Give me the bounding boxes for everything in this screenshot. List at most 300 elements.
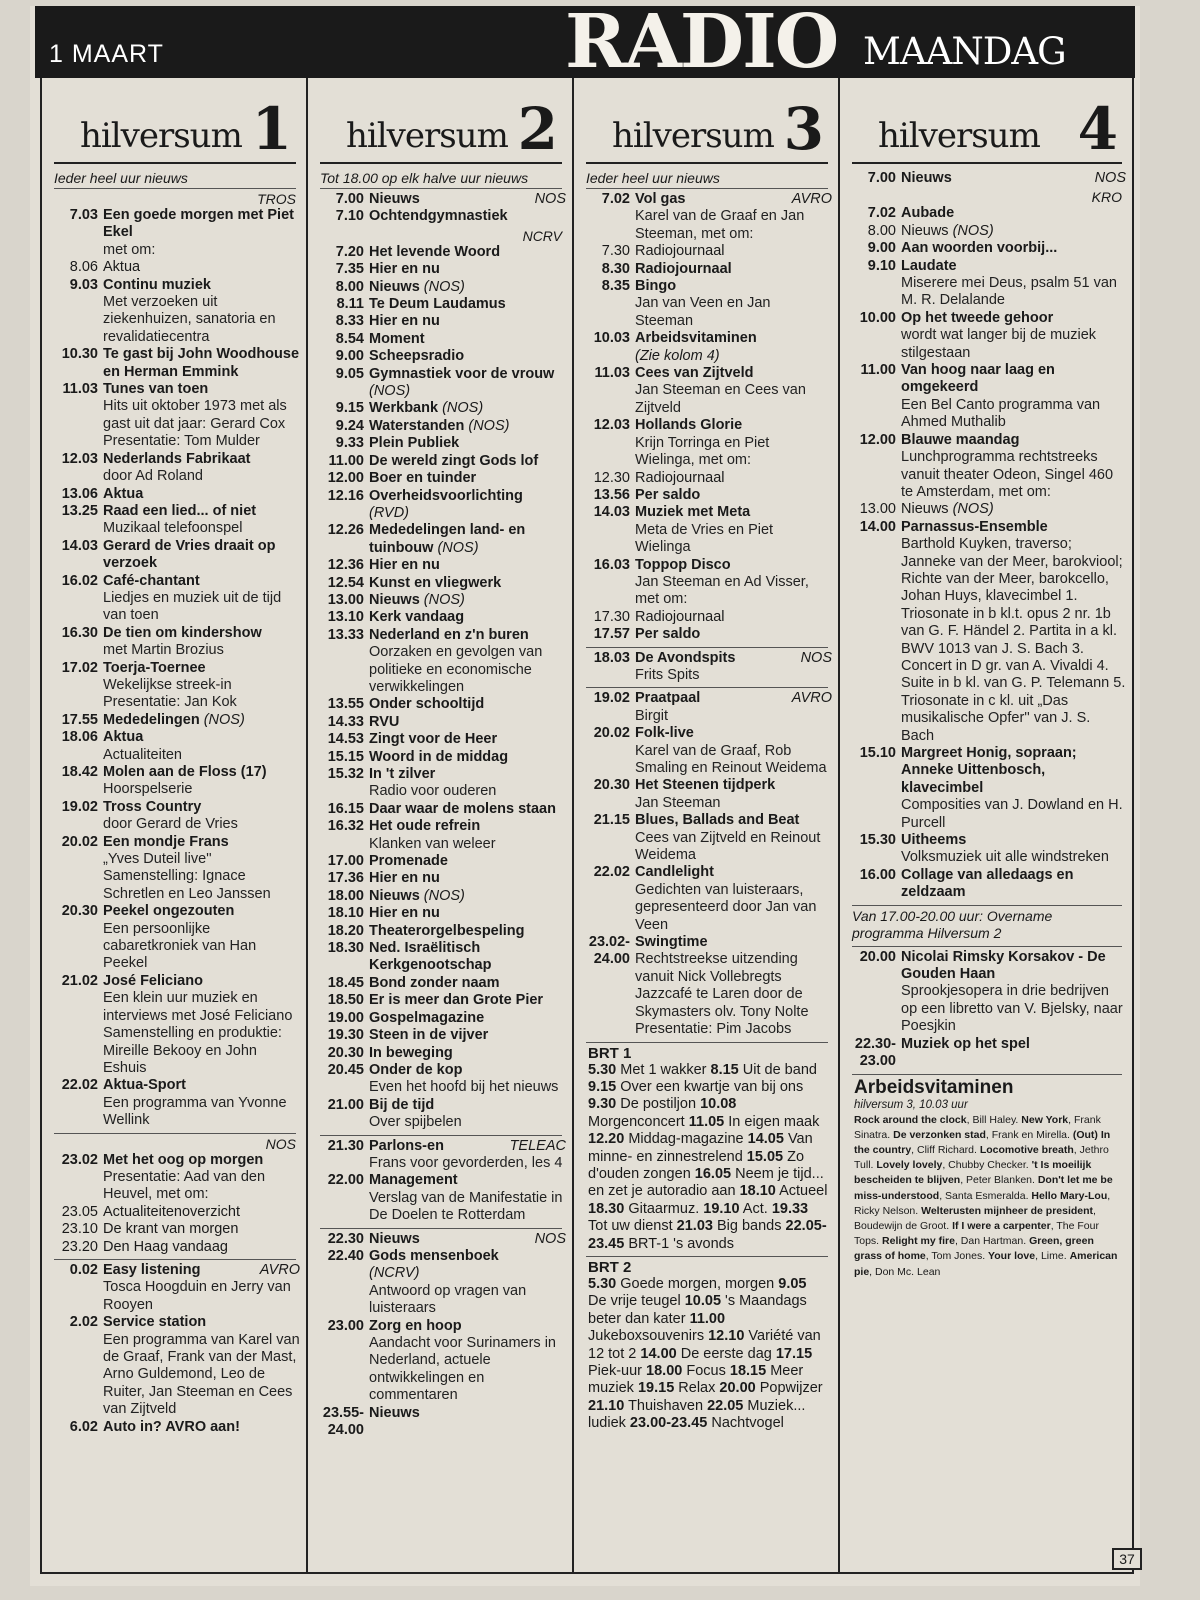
program-time: 18.06 — [61, 729, 98, 746]
program-body — [635, 278, 832, 330]
program-title: José Feliciano — [103, 972, 203, 989]
program-title: Toerja-Toernee — [103, 659, 206, 676]
program-body — [103, 834, 300, 904]
program-row — [316, 592, 566, 609]
program-title: In 't zilver — [369, 766, 436, 782]
program-time: 0.02 — [69, 1261, 98, 1278]
program-body — [635, 261, 832, 278]
program-time: 12.26 — [327, 522, 364, 539]
program-body — [635, 504, 832, 556]
program-time: 13.00 — [859, 501, 896, 518]
program-title: Bij de tijd — [369, 1096, 435, 1113]
program-time: 11.03 — [62, 381, 98, 398]
program-row — [316, 1405, 566, 1440]
broadcaster-label: NOS — [534, 191, 566, 207]
news-note: Tot 18.00 op elk halve uur nieuws — [320, 170, 562, 189]
program-title: Zingt voor de Heer — [369, 731, 498, 748]
program-description: Een klein uur muziek en interviews met José Feliciano Samenstelling en produktie: Mireille Bekooy en John Eshuis — [103, 990, 293, 1076]
program-row — [582, 487, 832, 504]
program-time: 8.54 — [335, 330, 364, 347]
program-title: Overheidsvoorlichting — [369, 487, 523, 504]
divider — [54, 1259, 296, 1260]
song-artist: , The Four Tops. — [854, 1219, 1099, 1248]
program-body — [901, 170, 1126, 187]
program-row — [316, 853, 566, 870]
program-row — [50, 1239, 300, 1256]
program-row — [50, 486, 300, 503]
program-time: 12.16 — [327, 487, 364, 504]
brt-program: Popwijzer — [755, 1380, 823, 1397]
program-title: Te gast bij John Woodhouse en Herman Emmink — [103, 346, 300, 380]
program-time: 13.25 — [61, 502, 98, 519]
program-time: 6.02 — [69, 1418, 98, 1435]
program-title: Gerard de Vries draait op verzoek — [103, 537, 276, 572]
program-body — [369, 1172, 566, 1224]
program-title: Zorg en hoop — [369, 1317, 462, 1334]
program-body — [369, 1062, 566, 1097]
program-time: 23.10 — [61, 1221, 98, 1238]
program-time: 8.00 — [867, 222, 896, 239]
program-time: 13.10 — [327, 609, 364, 626]
program-title: Onder schooltijd — [369, 696, 485, 713]
brt-time: 16.05 — [694, 1165, 732, 1182]
schedule-note: Van 17.00-20.00 uur: Overname programma Hilversum 2 — [852, 907, 1053, 941]
program-body — [369, 1027, 566, 1044]
program-row — [848, 223, 1126, 240]
program-row — [50, 1077, 300, 1129]
broadcaster-label: AVRO — [791, 191, 832, 207]
program-description: Hoorspelserie — [103, 781, 193, 798]
program-body — [103, 764, 300, 799]
program-title: Bond zonder naam — [369, 974, 500, 991]
program-time: 22.02 — [61, 1077, 98, 1094]
program-time: 17.30 — [593, 608, 630, 625]
program-description: Jan van Veen en Jan Steeman — [635, 295, 771, 329]
program-title: Hier en nu — [369, 313, 440, 330]
program-body — [369, 470, 566, 487]
program-row — [582, 470, 832, 487]
program-title: Candlelight — [635, 864, 714, 881]
song-title: 't Is moeilijk bescheiden te blijven — [854, 1159, 1092, 1187]
program-title: Nieuws — [901, 170, 952, 186]
divider — [54, 1133, 296, 1134]
program-time: 12.36 — [327, 557, 364, 574]
station-header — [586, 84, 828, 164]
program-time: 9.15 — [335, 400, 364, 417]
program-description: Meta de Vries en Piet Wielinga — [635, 521, 774, 556]
schedule-grid — [40, 78, 1134, 1574]
brt-program: Tot uw dienst — [588, 1218, 677, 1235]
program-row — [316, 488, 566, 523]
brt-time: 21.03 — [676, 1218, 713, 1235]
program-time: 7.35 — [335, 261, 364, 278]
program-body — [369, 696, 566, 713]
program-time: 15.30 — [859, 832, 896, 849]
program-body — [369, 348, 566, 365]
song-title: Relight my fire — [882, 1235, 955, 1248]
song-artist: , Boudewijn de Groot. — [854, 1204, 1096, 1232]
station-number: 4 — [1077, 95, 1118, 163]
broadcaster-label: NOS — [534, 1230, 566, 1247]
program-title: Ned. Israëlitisch Kerkgenootschap — [369, 940, 492, 974]
weekday-label: MAANDAG — [863, 30, 1066, 73]
playlist-subheading: hilversum 3, 10.03 uur — [854, 1098, 968, 1111]
program-time: 7.10 — [335, 208, 364, 225]
program-time: 12.03 — [61, 450, 98, 467]
program-body — [901, 223, 1126, 240]
brt-time: 8.15 — [710, 1061, 739, 1078]
program-description: Composities van J. Dowland en H. Purcell — [901, 797, 1123, 831]
magazine-page — [30, 0, 1140, 1586]
program-title: Nieuws — [369, 591, 420, 608]
program-row — [848, 949, 1126, 1036]
program-body — [103, 799, 300, 834]
brt-time: 14.00 — [640, 1345, 677, 1362]
brt-program: Piek-uur — [588, 1363, 647, 1379]
program-row — [50, 1262, 300, 1314]
program-body — [103, 903, 300, 973]
program-title: Hier en nu — [369, 261, 440, 278]
brt-time: 22.05-23.45 — [588, 1218, 827, 1252]
program-row — [316, 557, 566, 574]
program-row — [50, 346, 300, 381]
program-row — [316, 609, 566, 626]
program-row — [582, 650, 832, 685]
program-description: Karel van de Graaf en Jan Steeman, met om: — [635, 208, 805, 242]
program-source: (Zie kolom 4) — [635, 347, 720, 364]
program-time: 13.06 — [61, 485, 98, 502]
program-time: 17.57 — [593, 626, 630, 643]
divider — [320, 1228, 562, 1229]
program-title: Het Steenen tijdperk — [635, 777, 776, 794]
program-title: Peekel ongezouten — [103, 903, 235, 920]
program-title: Werkbank — [369, 400, 439, 417]
program-body — [635, 690, 832, 725]
news-note: Ieder heel uur nieuws — [54, 170, 296, 189]
program-row — [50, 729, 300, 764]
program-body — [369, 488, 566, 523]
program-body — [103, 1314, 300, 1418]
program-title: Aan woorden voorbij... — [901, 240, 1058, 257]
divider — [586, 1256, 828, 1257]
program-time: 7.00 — [867, 170, 896, 186]
program-title: Waterstanden — [369, 417, 465, 434]
brt-time: 5.30 — [588, 1061, 617, 1078]
program-row — [316, 888, 566, 905]
program-body — [369, 1097, 566, 1132]
program-body — [635, 470, 832, 487]
program-time: 9.05 — [335, 365, 364, 382]
divider — [586, 687, 828, 688]
program-time: 9.03 — [69, 276, 98, 293]
section-title: RADIO — [565, 0, 838, 85]
program-body — [635, 191, 832, 243]
program-time: 20.45 — [327, 1061, 364, 1078]
program-title: Arbeidsvitaminen — [635, 330, 757, 347]
playlist-heading: Arbeidsvitaminen — [854, 1076, 1014, 1098]
program-title: Nieuws — [369, 887, 420, 904]
brt-program: De postiljon — [616, 1096, 701, 1113]
program-row — [848, 519, 1126, 745]
program-body — [369, 1231, 566, 1248]
program-row — [316, 766, 566, 801]
program-title: Moment — [369, 330, 425, 347]
program-body — [901, 432, 1126, 502]
program-body — [369, 905, 566, 922]
program-title: Den Haag vandaag — [103, 1238, 228, 1255]
program-source: (NOS) — [423, 278, 465, 295]
program-time: 22.30-23.00 — [854, 1035, 896, 1070]
program-time: 7.30 — [601, 243, 630, 260]
program-body — [369, 888, 566, 905]
song-artist: , Lime. — [1035, 1250, 1070, 1263]
program-row — [316, 940, 566, 975]
program-title: Radiojournaal — [635, 469, 725, 486]
brt-time: 22.05 — [707, 1397, 744, 1414]
program-time: 20.00 — [859, 948, 896, 965]
program-body — [369, 261, 566, 278]
program-body — [103, 538, 300, 573]
program-row — [582, 365, 832, 417]
program-source: (NOS) — [423, 887, 465, 904]
program-row — [316, 1062, 566, 1097]
program-source: (NOS) — [442, 400, 484, 417]
header-banner — [35, 0, 1135, 85]
program-time: 2.02 — [69, 1314, 98, 1331]
program-title: Praatpaal — [635, 690, 701, 707]
brt-program: Van minne- en zinnestrelend — [588, 1131, 813, 1165]
program-row — [582, 725, 832, 777]
program-row — [316, 1027, 566, 1044]
program-time: 19.02 — [61, 798, 98, 815]
program-time: 7.03 — [69, 207, 98, 223]
program-description: Een persoonlijke cabaretkroniek van Han Peekel — [103, 920, 257, 972]
program-description: Met verzoeken uit ziekenhuizen, sanatoria en revalidatiecentra — [103, 294, 276, 345]
program-row — [582, 609, 832, 626]
program-time: 8.00 — [335, 278, 364, 295]
program-time: 7.00 — [335, 191, 364, 207]
program-row — [50, 1419, 300, 1436]
program-row — [316, 1097, 566, 1132]
program-title: Theaterorgelbespeling — [369, 922, 525, 939]
program-title: RVU — [369, 713, 400, 730]
program-description: Tosca Hoogduin en Jerry van Rooyen — [103, 1279, 291, 1313]
brt-program: Neem je tijd... en zet je autoradio aan — [588, 1165, 824, 1200]
program-title: Nieuws — [369, 1404, 420, 1421]
brt-time: 12.10 — [708, 1328, 745, 1345]
program-time: 10.30 — [61, 346, 98, 363]
program-body — [635, 812, 832, 864]
program-title: Continu muziek — [103, 276, 211, 293]
program-description: Gedichten van luisteraars, gepresenteerd door Jan van Veen — [635, 881, 817, 933]
program-row — [582, 777, 832, 812]
brt-program: De eerste dag — [676, 1345, 776, 1362]
program-time: 16.02 — [61, 572, 98, 589]
program-title: Muziek op het spel — [901, 1035, 1030, 1052]
program-title: Met het oog op morgen — [103, 1151, 264, 1168]
program-title: Nederlands Fabrikaat — [103, 450, 251, 467]
brt-program: Jukeboxsouvenirs — [588, 1328, 709, 1345]
divider — [852, 905, 1122, 906]
program-row — [582, 934, 832, 1038]
program-body — [103, 973, 300, 1077]
program-body — [369, 870, 566, 887]
program-title: Bingo — [635, 278, 677, 295]
program-body — [369, 1318, 566, 1405]
brt-time: 11.05 — [688, 1113, 725, 1130]
brt-time: 12.20 — [588, 1131, 625, 1148]
program-title: Raad een lied... of niet — [103, 502, 257, 519]
program-row — [316, 749, 566, 766]
program-title: Een mondje Frans — [103, 833, 229, 850]
program-title: Hier en nu — [369, 870, 440, 887]
program-source: (NOS) — [369, 383, 411, 400]
brt-program: Morgenconcert — [588, 1113, 689, 1130]
program-title: Swingtime — [635, 934, 708, 951]
program-body — [103, 1239, 300, 1256]
program-description: Lunchprogramma rechtstreeks vanuit theater Odeon, Singel 460 te Amsterdam, met om: — [901, 449, 1114, 500]
program-title: Op het tweede gehoor — [901, 309, 1054, 326]
program-body — [635, 417, 832, 469]
brt-schedule — [588, 1276, 828, 1433]
broadcaster-label: NCRV — [522, 227, 562, 244]
program-body — [369, 923, 566, 940]
program-row — [848, 362, 1126, 432]
song-title: Hello Mary-Lou — [1031, 1189, 1108, 1202]
broadcaster-label: AVRO — [259, 1261, 300, 1278]
program-time: 13.33 — [327, 626, 364, 643]
station-name: hilversum — [878, 116, 1040, 156]
program-body — [103, 625, 300, 660]
program-description: Frans voor gevorderden, les 4 — [369, 1154, 563, 1171]
program-body — [635, 487, 832, 504]
program-row — [316, 331, 566, 348]
program-title: Radiojournaal — [635, 608, 725, 625]
program-time: 10.03 — [593, 330, 630, 347]
program-body — [901, 240, 1126, 257]
program-time: 16.15 — [327, 800, 364, 817]
program-title: Nieuws — [369, 1230, 420, 1247]
program-body — [369, 208, 566, 225]
program-title: Gods mensenboek — [369, 1247, 499, 1264]
song-artist: , Ricky Nelson. — [854, 1189, 1111, 1217]
program-description: Jan Steeman en Cees van Zijtveld — [635, 382, 806, 416]
song-title: Lovely lovely — [876, 1159, 943, 1172]
program-title: Vol gas — [635, 191, 686, 207]
program-title: Blauwe maandag — [901, 431, 1020, 448]
program-title: Hier en nu — [369, 905, 440, 922]
song-artist: , Chubby Checker. — [942, 1159, 1032, 1172]
program-description: Antwoord op vragen van luisteraars — [369, 1282, 527, 1317]
program-row — [848, 170, 1126, 187]
program-description: wordt wat langer bij de muziek stilgestaan — [901, 327, 1097, 361]
brt-program: Big bands — [712, 1218, 786, 1235]
program-row — [316, 296, 566, 313]
program-row — [316, 923, 566, 940]
program-body — [103, 486, 300, 503]
station-header — [852, 84, 1122, 164]
program-time: 18.50 — [327, 992, 364, 1009]
program-body — [901, 745, 1126, 832]
program-description: Klanken van weleer — [369, 835, 496, 852]
station-number: 1 — [251, 95, 292, 163]
program-source: (NOS) — [203, 711, 245, 728]
brt-program: Meer muziek — [588, 1363, 804, 1397]
program-time: 17.00 — [327, 853, 364, 870]
program-time: 8.06 — [69, 259, 98, 276]
program-title: Het oude refrein — [369, 818, 481, 835]
station-header — [320, 84, 562, 164]
program-row — [848, 310, 1126, 362]
program-description: Volksmuziek uit alle windstreken — [901, 849, 1109, 866]
program-description: Een programma van Yvonne Wellink — [103, 1094, 287, 1129]
song-title: (Out) In the country — [854, 1128, 1111, 1156]
program-time: 18.03 — [593, 649, 630, 666]
program-time: 16.32 — [327, 818, 364, 835]
program-body — [635, 365, 832, 417]
program-time: 13.56 — [593, 486, 630, 503]
program-description: Verslag van de Manifestatie in De Doelen te Rotterdam — [369, 1189, 563, 1224]
program-title: Molen aan de Floss (17) — [103, 764, 267, 780]
program-description: met Martin Brozius — [103, 642, 224, 659]
program-body — [369, 522, 566, 557]
program-body — [635, 777, 832, 812]
program-title: Auto in? AVRO aan! — [103, 1418, 240, 1435]
program-row — [582, 626, 832, 643]
program-time: 17.02 — [61, 659, 98, 676]
program-body — [901, 1036, 1126, 1071]
program-description: Radio voor ouderen — [369, 783, 497, 800]
program-time: 14.00 — [859, 518, 896, 535]
song-artist: , Frank Sinatra. — [854, 1113, 1101, 1141]
program-body — [369, 818, 566, 853]
program-time: 20.30 — [593, 777, 630, 794]
program-row — [316, 279, 566, 296]
program-title: Nicolai Rimsky Korsakov - De Gouden Haan — [901, 948, 1106, 983]
program-source: (NOS) — [468, 417, 510, 434]
program-description: Miserere mei Deus, psalm 51 van M. R. Delalande — [901, 275, 1117, 309]
program-time: 17.36 — [327, 870, 364, 887]
broadcaster-label: NOS — [265, 1135, 296, 1152]
program-title: Gymnastiek voor de vrouw — [369, 365, 555, 382]
program-time: 15.32 — [327, 766, 364, 782]
program-body — [635, 626, 832, 643]
program-title: De Avondspits — [635, 649, 736, 666]
broadcaster-label: KRO — [1091, 189, 1122, 206]
program-title: Radiojournaal — [635, 243, 725, 260]
program-body — [369, 801, 566, 818]
broadcaster-label: NOS — [1094, 170, 1126, 186]
song-title: If I were a carpenter — [952, 1219, 1051, 1232]
program-row — [50, 1204, 300, 1221]
program-time: 14.33 — [327, 713, 364, 730]
song-artist: , Bill Haley. — [966, 1113, 1022, 1126]
program-body — [369, 557, 566, 574]
brt-program: Over een kwartje van bij ons — [616, 1078, 804, 1095]
brt-program: BRT-1 's avonds — [624, 1235, 734, 1252]
song-title: De verzonken stad — [893, 1128, 986, 1141]
program-row — [50, 259, 300, 276]
program-row — [848, 432, 1126, 502]
program-time: 16.30 — [61, 624, 98, 641]
program-title: Margreet Honig, sopraan; Anneke Uittenbosch, klavecimbel — [901, 745, 1077, 796]
brt-time: 18.00 — [646, 1363, 683, 1379]
program-row — [848, 258, 1126, 310]
program-title: Radiojournaal — [635, 260, 732, 277]
program-body — [103, 346, 300, 381]
program-description: Een programma van Karel van de Graaf, Frank van der Mast, Arno Guldemond, Leo de Ruiter, Jan Steeman en Cees van Zijtveld — [103, 1331, 300, 1418]
program-source: (NCRV) — [369, 1265, 420, 1282]
